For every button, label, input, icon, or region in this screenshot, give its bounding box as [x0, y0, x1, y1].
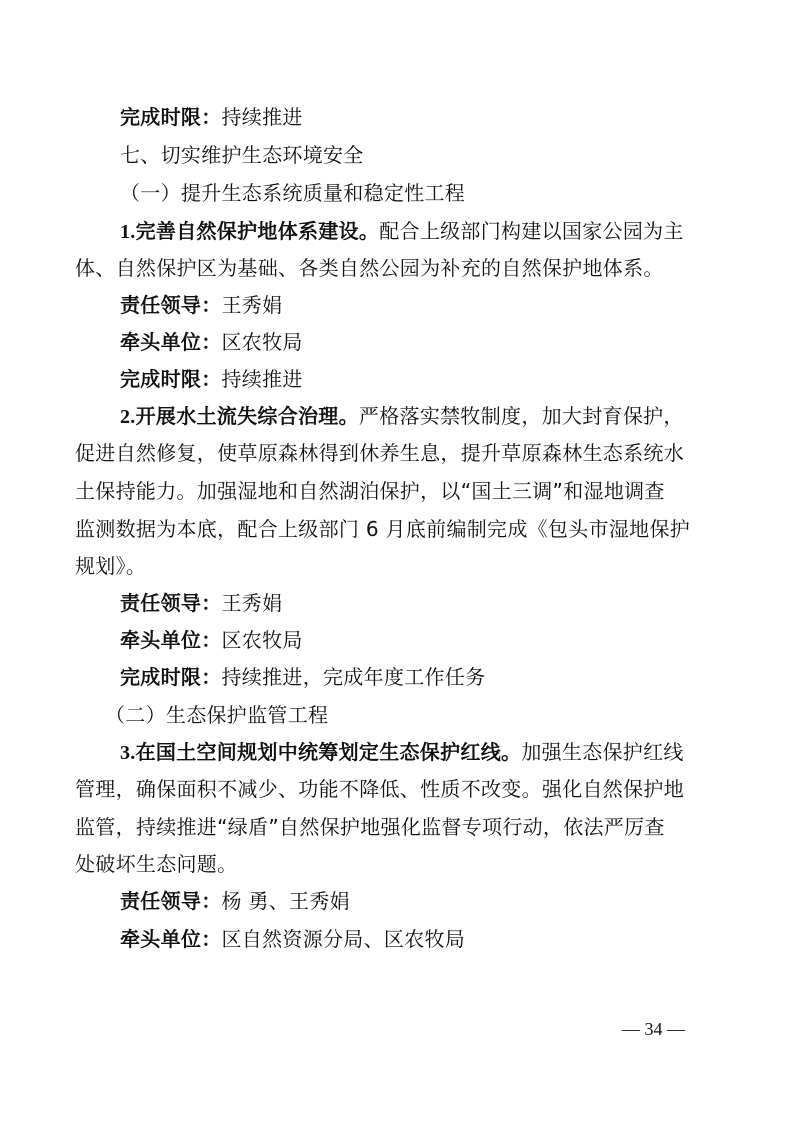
item-3-text-line: 监管，持续推进“绿盾”自然保护地强化监督专项行动，依法严厉查 — [75, 815, 665, 839]
item-1-unit — [0, 327, 793, 357]
item-title: 开展水土流失综合治理。 — [135, 404, 359, 428]
item-text: 严格落实禁牧制度，加大封育保护， — [358, 404, 684, 428]
item-number: 3. — [120, 742, 136, 764]
field-label: 责任领导： — [120, 889, 222, 913]
field-label: 完成时限： — [120, 105, 222, 129]
item-3-leader — [0, 886, 793, 916]
field-value: 持续推进 — [221, 367, 303, 391]
item-1-deadline — [0, 364, 793, 394]
item-3-text-line: 管理，确保面积不减少、功能不降低、性质不改变。强化自然保护地 — [75, 777, 684, 801]
item-title: 在国土空间规划中统筹划定生态保护红线。 — [135, 740, 522, 764]
item-title: 完善自然保护地体系建设。 — [135, 219, 380, 243]
subsection-title-1: （一）提升生态系统质量和稳定性工程 — [120, 181, 466, 205]
field-label: 完成时限： — [120, 665, 222, 689]
chapter-title: 七、切实维护生态环境安全 — [120, 143, 364, 167]
item-2-text-line: 规划》。 — [75, 554, 147, 578]
item-1-text-line: 体、自然保护区为基础、各类自然公园为补充的自然保护地体系。 — [75, 256, 664, 280]
subsection-title-2: （二）生态保护监管工程 — [105, 703, 329, 727]
item-2-leader — [0, 588, 793, 618]
field-label: 牵头单位： — [120, 330, 222, 354]
page-number: — 34 — — [622, 1019, 685, 1039]
item-3-unit — [0, 924, 793, 954]
field-label: 责任领导： — [120, 293, 222, 317]
field-value: 杨 勇、王秀娟 — [221, 889, 350, 913]
item-text: 加强生态保护红线 — [521, 740, 684, 764]
item-1-first-line — [0, 216, 793, 246]
field-value: 区农牧局 — [221, 628, 303, 652]
item-2-text-line: 监测数据为本底，配合上级部门 6 月底前编制完成《包头市湿地保护 — [75, 517, 691, 541]
item-text: 配合上级部门构建以国家公园为主 — [379, 219, 684, 243]
item-2-text-line: 土保持能力。加强湿地和自然湖泊保护，以“国土三调”和湿地调查 — [75, 479, 665, 503]
field-value: 持续推进 — [221, 105, 303, 129]
field-label: 完成时限： — [120, 367, 222, 391]
deadline-line — [0, 102, 793, 132]
field-value: 持续推进，完成年度工作任务 — [221, 665, 486, 689]
item-2-deadline — [0, 662, 793, 692]
field-label: 牵头单位： — [120, 628, 222, 652]
item-number: 1. — [120, 221, 136, 243]
item-3-first-line — [0, 737, 793, 767]
field-label: 责任领导： — [120, 591, 222, 615]
field-label: 牵头单位： — [120, 927, 222, 951]
field-value: 王秀娟 — [221, 591, 283, 615]
field-value: 区自然资源分局、区农牧局 — [221, 927, 466, 951]
field-value: 区农牧局 — [221, 330, 303, 354]
item-number: 2. — [120, 406, 136, 428]
item-1-leader — [0, 290, 793, 320]
item-2-first-line — [0, 401, 793, 431]
item-2-text-line: 促进自然修复，使草原森林得到休养生息，提升草原森林生态系统水 — [75, 441, 684, 465]
item-3-text-line: 处破坏生态问题。 — [75, 852, 238, 876]
field-value: 王秀娟 — [221, 293, 283, 317]
item-2-unit — [0, 625, 793, 655]
